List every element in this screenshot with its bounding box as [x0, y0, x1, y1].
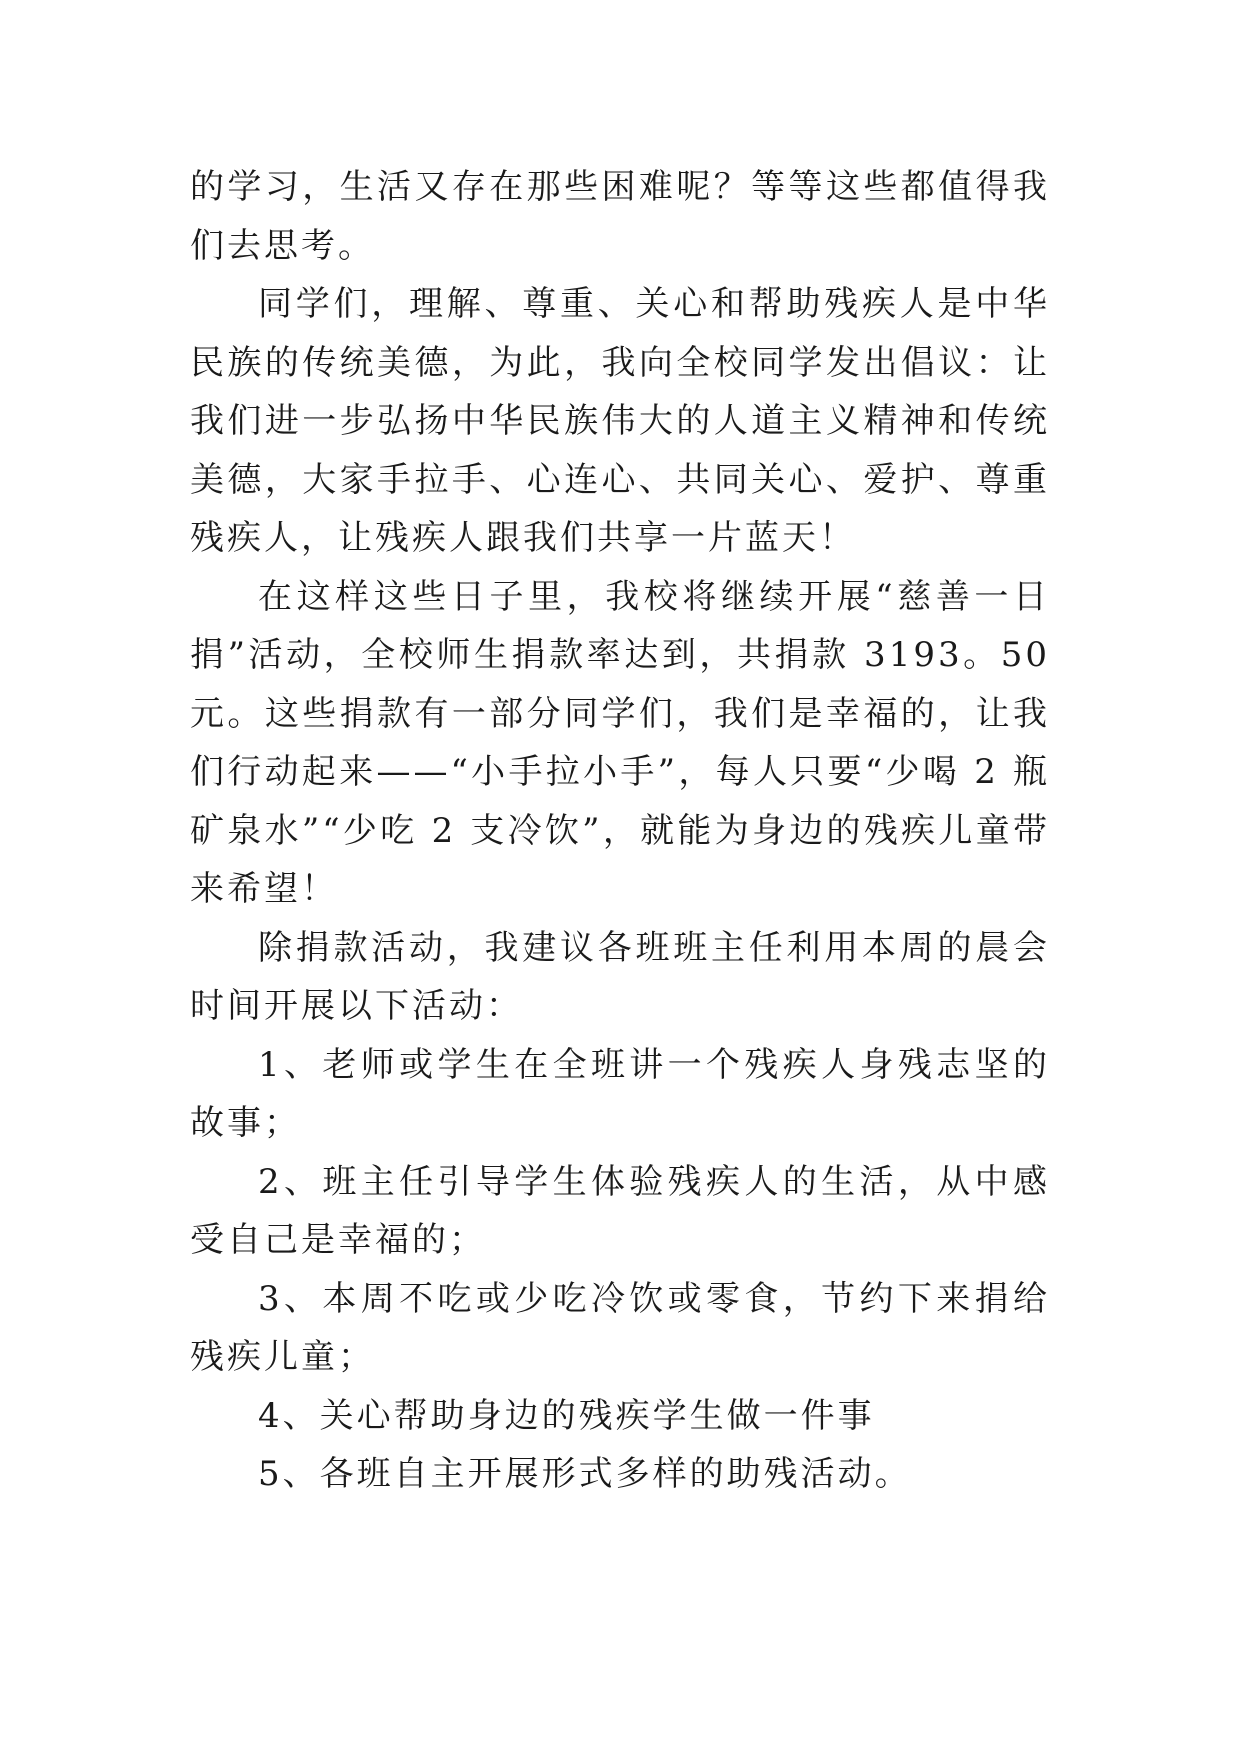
- list-item-2: 2、班主任引导学生体验残疾人的生活，从中感受自己是幸福的；: [190, 1161, 1050, 1260]
- paragraph-continuation: 的学习，生活又存在那些困难呢？等等这些都值得我们去思考。: [190, 167, 1050, 266]
- list-item-3: 3、本周不吃或少吃冷饮或零食，节约下来捐给残疾儿童；: [190, 1278, 1050, 1377]
- list-item-5: 5、各班自主开展形式多样的助残活动。: [258, 1454, 912, 1494]
- paragraph-proposal: 同学们，理解、尊重、关心和帮助残疾人是中华民族的传统美德，为此，我向全校同学发出倡议：让我们进一步弘扬中华民族伟大的人道主义精神和传统美德，大家手拉手、心连心、共同关心、爱护、尊重残疾人，让残疾人跟我们共享一片蓝天！: [190, 284, 1050, 558]
- paragraph-activities-intro: 除捐款活动，我建议各班班主任利用本周的晨会时间开展以下活动：: [190, 927, 1050, 1026]
- list-item-4: 4、关心帮助身边的残疾学生做一件事: [258, 1395, 875, 1436]
- document-body: [190, 158, 1050, 1504]
- paragraph-donation: 在这样这些日子里，我校将继续开展“慈善一日捐”活动，全校师生捐款率达到，共捐款 3193。50 元。这些捐款有一部分同学们，我们是幸福的，让我们行动起来——“小手拉小手”，每人只要“少喝 2 瓶矿泉水”“少吃 2 支冷饮”，就能为身边的残疾儿童带来希望！: [190, 576, 1050, 909]
- list-item-1: 1、老师或学生在全班讲一个残疾人身残志坚的故事；: [190, 1044, 1050, 1143]
